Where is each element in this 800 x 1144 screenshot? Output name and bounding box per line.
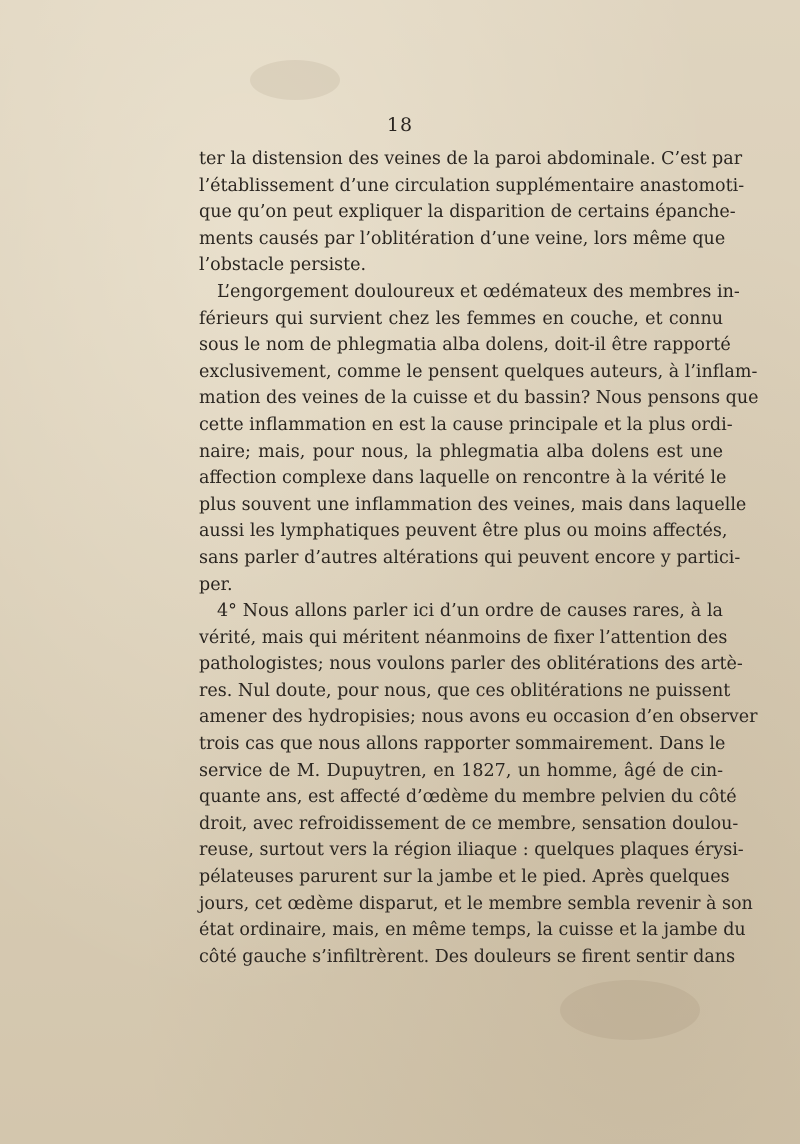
text-line: vérité, mais qui méritent néanmoins de fixer l’attention des	[199, 627, 728, 648]
text-line: ter la distension des veines de la paroi abdominale. C’est par	[199, 149, 743, 169]
text-line: l’obstacle persiste.	[199, 255, 367, 276]
text-line: pathologistes; nous voulons parler des oblitérations des artè-	[199, 654, 743, 675]
text-line: res. Nul doute, pour nous, que ces oblitérations ne puissent	[199, 680, 731, 701]
text-line: affection complexe dans laquelle on rencontre à la vérité le	[199, 468, 727, 489]
text-line: per.	[199, 574, 233, 595]
text-line: trois cas que nous allons rapporter sommairement. Dans le	[199, 734, 726, 755]
text-line: que qu’on peut expliquer la disparition de certains épanche-	[199, 202, 736, 223]
text-line: côté gauche s’infiltrèrent. Des douleurs se firent sentir dans	[199, 946, 736, 967]
text-line: quante ans, est affecté d’œdème du membre pelvien du côté	[199, 787, 737, 808]
page-number: 18	[386, 114, 414, 136]
text-line: exclusivement, comme le pensent quelques auteurs, à l’inflam-	[199, 361, 758, 382]
text-line: service de M. Dupuytren, en 1827, un homme, âgé de cin-	[199, 760, 723, 781]
text-line: 4° Nous allons parler ici d’un ordre de causes rares, à la	[217, 601, 723, 622]
text-line: L’engorgement douloureux et œdémateux des membres in-	[217, 281, 740, 302]
text-line: plus souvent une inflammation des veines, mais dans laquelle	[199, 494, 747, 515]
paper-stain	[250, 60, 340, 100]
text-line: naire; mais, pour nous, la phlegmatia alba dolens est une	[199, 441, 723, 462]
text-line: sous le nom de phlegmatia alba dolens, doit-il être rapporté	[199, 335, 731, 356]
text-line: cette inflammation en est la cause principale et la plus ordi-	[199, 414, 733, 435]
text-line: l’établissement d’une circulation supplémentaire anastomoti-	[199, 175, 745, 196]
text-line: mation des veines de la cuisse et du bassin? Nous pensons que	[199, 388, 759, 409]
text-line: reuse, surtout vers la région iliaque : quelques plaques érysi-	[199, 840, 744, 861]
text-line: pélateuses parurent sur la jambe et le pied. Après quelques	[199, 867, 730, 888]
text-line: état ordinaire, mais, en même temps, la cuisse et la jambe du	[199, 920, 746, 941]
body-text	[199, 146, 759, 970]
text-line: ments causés par l’oblitération d’une veine, lors même que	[199, 228, 726, 249]
text-line: férieurs qui survient chez les femmes en couche, et connu	[199, 308, 723, 329]
text-line: droit, avec refroidissement de ce membre, sensation doulou-	[199, 813, 739, 834]
text-line: amener des hydropisies; nous avons eu occasion d’en observer	[199, 707, 758, 728]
text-line: sans parler d’autres altérations qui peuvent encore y partici-	[199, 547, 741, 568]
text-line: aussi les lymphatiques peuvent être plus ou moins affectés,	[199, 521, 728, 542]
paper-stain	[560, 980, 700, 1040]
text-line: jours, cet œdème disparut, et le membre sembla revenir à son	[199, 893, 753, 914]
